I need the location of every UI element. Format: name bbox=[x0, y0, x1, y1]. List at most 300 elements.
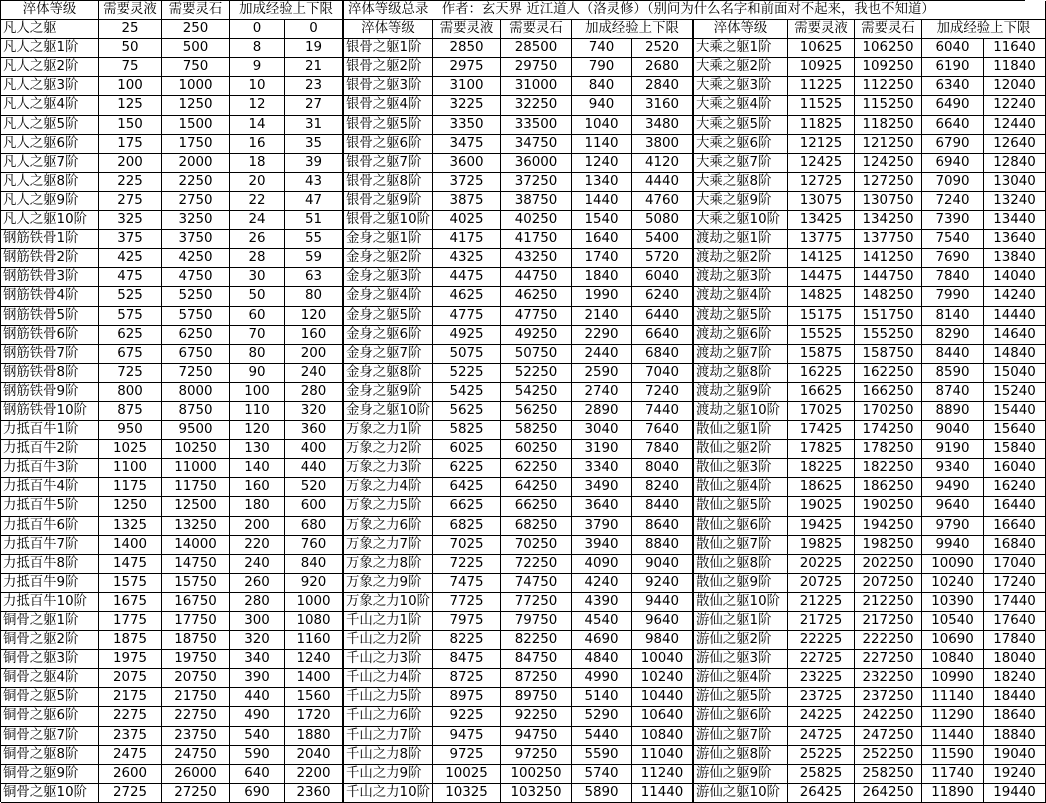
level-name-cell[interactable]: 凡人之躯8阶 bbox=[1, 173, 99, 192]
exp-min-cell[interactable]: 180 bbox=[230, 497, 285, 516]
exp-max-cell[interactable]: 1720 bbox=[285, 707, 344, 726]
exp-max-cell[interactable]: 43 bbox=[285, 173, 344, 192]
level-name-cell[interactable]: 万象之力5阶 bbox=[344, 497, 433, 516]
level-name-cell[interactable]: 力抵百牛7阶 bbox=[1, 536, 99, 555]
exp-min-cell[interactable]: 20 bbox=[230, 173, 285, 192]
liquid-cell[interactable]: 14125 bbox=[788, 249, 855, 268]
stone-cell[interactable]: 5250 bbox=[162, 287, 230, 306]
liquid-cell[interactable]: 7225 bbox=[433, 555, 501, 574]
exp-max-cell[interactable]: 400 bbox=[285, 440, 344, 459]
liquid-cell[interactable]: 1325 bbox=[99, 517, 162, 536]
exp-max-cell[interactable]: 15640 bbox=[984, 421, 1046, 440]
header-liquid-left[interactable]: 需要灵液 bbox=[99, 1, 162, 20]
exp-min-cell[interactable]: 10 bbox=[230, 77, 285, 96]
exp-max-cell[interactable]: 14440 bbox=[984, 307, 1046, 326]
stone-cell[interactable]: 250 bbox=[162, 20, 230, 39]
level-name-cell[interactable]: 大乘之躯9阶 bbox=[694, 192, 788, 211]
exp-max-cell[interactable]: 5080 bbox=[632, 211, 694, 230]
exp-max-cell[interactable]: 13040 bbox=[984, 173, 1046, 192]
stone-cell[interactable]: 19750 bbox=[162, 650, 230, 669]
stone-cell[interactable]: 84750 bbox=[501, 650, 572, 669]
exp-min-cell[interactable]: 24 bbox=[230, 211, 285, 230]
level-name-cell[interactable]: 游仙之躯10阶 bbox=[694, 784, 788, 803]
stone-cell[interactable]: 87250 bbox=[501, 669, 572, 688]
level-name-cell[interactable]: 力抵百牛6阶 bbox=[1, 517, 99, 536]
exp-max-cell[interactable]: 18240 bbox=[984, 669, 1046, 688]
level-name-cell[interactable]: 游仙之躯7阶 bbox=[694, 727, 788, 746]
exp-min-cell[interactable]: 1990 bbox=[572, 287, 632, 306]
exp-min-cell[interactable]: 60 bbox=[230, 307, 285, 326]
liquid-cell[interactable]: 2975 bbox=[433, 58, 501, 77]
liquid-cell[interactable]: 425 bbox=[99, 249, 162, 268]
exp-max-cell[interactable]: 12040 bbox=[984, 77, 1046, 96]
liquid-cell[interactable]: 3100 bbox=[433, 77, 501, 96]
level-name-cell[interactable]: 千山之力9阶 bbox=[344, 765, 433, 784]
level-name-cell[interactable]: 钢筋铁骨2阶 bbox=[1, 249, 99, 268]
exp-min-cell[interactable]: 120 bbox=[230, 421, 285, 440]
level-name-cell[interactable]: 银骨之躯7阶 bbox=[344, 154, 433, 173]
stone-cell[interactable]: 92250 bbox=[501, 707, 572, 726]
level-name-cell[interactable]: 钢筋铁骨1阶 bbox=[1, 230, 99, 249]
liquid-cell[interactable]: 13425 bbox=[788, 211, 855, 230]
liquid-cell[interactable]: 19025 bbox=[788, 497, 855, 516]
exp-max-cell[interactable]: 18040 bbox=[984, 650, 1046, 669]
exp-min-cell[interactable]: 280 bbox=[230, 593, 285, 612]
exp-max-cell[interactable]: 13240 bbox=[984, 192, 1046, 211]
stone-cell[interactable]: 100250 bbox=[501, 765, 572, 784]
stone-cell[interactable]: 15750 bbox=[162, 574, 230, 593]
exp-min-cell[interactable]: 690 bbox=[230, 784, 285, 803]
exp-min-cell[interactable]: 1540 bbox=[572, 211, 632, 230]
liquid-cell[interactable]: 1775 bbox=[99, 612, 162, 631]
exp-max-cell[interactable]: 840 bbox=[285, 555, 344, 574]
exp-max-cell[interactable]: 18440 bbox=[984, 688, 1046, 707]
exp-max-cell[interactable]: 19040 bbox=[984, 746, 1046, 765]
exp-min-cell[interactable]: 2440 bbox=[572, 345, 632, 364]
level-name-cell[interactable]: 万象之力2阶 bbox=[344, 440, 433, 459]
stone-cell[interactable]: 94750 bbox=[501, 727, 572, 746]
level-name-cell[interactable]: 凡人之躯6阶 bbox=[1, 135, 99, 154]
exp-max-cell[interactable]: 2200 bbox=[285, 765, 344, 784]
stone-cell[interactable]: 70250 bbox=[501, 536, 572, 555]
level-name-cell[interactable]: 凡人之躯5阶 bbox=[1, 116, 99, 135]
level-name-cell[interactable]: 散仙之躯8阶 bbox=[694, 555, 788, 574]
exp-max-cell[interactable]: 51 bbox=[285, 211, 344, 230]
exp-min-cell[interactable]: 18 bbox=[230, 154, 285, 173]
level-name-cell[interactable]: 力抵百牛10阶 bbox=[1, 593, 99, 612]
stone-cell[interactable]: 21750 bbox=[162, 688, 230, 707]
exp-max-cell[interactable]: 8640 bbox=[632, 517, 694, 536]
liquid-cell[interactable]: 25225 bbox=[788, 746, 855, 765]
exp-max-cell[interactable]: 6240 bbox=[632, 287, 694, 306]
stone-cell[interactable]: 148250 bbox=[855, 287, 922, 306]
exp-max-cell[interactable]: 16240 bbox=[984, 478, 1046, 497]
exp-min-cell[interactable]: 4840 bbox=[572, 650, 632, 669]
header-liquid-mid[interactable]: 需要灵液 bbox=[433, 20, 501, 39]
liquid-cell[interactable]: 6025 bbox=[433, 440, 501, 459]
exp-max-cell[interactable]: 3160 bbox=[632, 96, 694, 115]
stone-cell[interactable]: 10250 bbox=[162, 440, 230, 459]
level-name-cell[interactable]: 银骨之躯3阶 bbox=[344, 77, 433, 96]
exp-max-cell[interactable]: 2680 bbox=[632, 58, 694, 77]
level-name-cell[interactable]: 大乘之躯5阶 bbox=[694, 116, 788, 135]
level-name-cell[interactable]: 钢筋铁骨10阶 bbox=[1, 402, 99, 421]
liquid-cell[interactable]: 20725 bbox=[788, 574, 855, 593]
stone-cell[interactable]: 212250 bbox=[855, 593, 922, 612]
exp-min-cell[interactable]: 320 bbox=[230, 631, 285, 650]
exp-max-cell[interactable]: 18840 bbox=[984, 727, 1046, 746]
exp-max-cell[interactable]: 7840 bbox=[632, 440, 694, 459]
level-name-cell[interactable]: 散仙之躯9阶 bbox=[694, 574, 788, 593]
exp-min-cell[interactable]: 100 bbox=[230, 383, 285, 402]
level-name-cell[interactable]: 渡劫之躯3阶 bbox=[694, 268, 788, 287]
level-name-cell[interactable]: 凡人之躯7阶 bbox=[1, 154, 99, 173]
level-name-cell[interactable]: 铜骨之躯2阶 bbox=[1, 631, 99, 650]
exp-min-cell[interactable]: 3340 bbox=[572, 459, 632, 478]
stone-cell[interactable]: 72250 bbox=[501, 555, 572, 574]
stone-cell[interactable]: 64250 bbox=[501, 478, 572, 497]
stone-cell[interactable]: 6250 bbox=[162, 326, 230, 345]
exp-max-cell[interactable]: 1000 bbox=[285, 593, 344, 612]
exp-max-cell[interactable]: 0 bbox=[285, 20, 344, 39]
exp-min-cell[interactable]: 740 bbox=[572, 39, 632, 58]
exp-min-cell[interactable]: 4990 bbox=[572, 669, 632, 688]
exp-max-cell[interactable]: 9040 bbox=[632, 555, 694, 574]
exp-max-cell[interactable]: 4440 bbox=[632, 173, 694, 192]
liquid-cell[interactable]: 2475 bbox=[99, 746, 162, 765]
level-name-cell[interactable]: 力抵百牛5阶 bbox=[1, 497, 99, 516]
stone-cell[interactable]: 23750 bbox=[162, 727, 230, 746]
exp-max-cell[interactable]: 11240 bbox=[632, 765, 694, 784]
level-name-cell[interactable]: 钢筋铁骨8阶 bbox=[1, 364, 99, 383]
level-name-cell[interactable]: 万象之力8阶 bbox=[344, 555, 433, 574]
stone-cell[interactable]: 190250 bbox=[855, 497, 922, 516]
exp-min-cell[interactable]: 1140 bbox=[572, 135, 632, 154]
level-name-cell[interactable]: 铜骨之躯8阶 bbox=[1, 746, 99, 765]
liquid-cell[interactable]: 800 bbox=[99, 383, 162, 402]
level-name-cell[interactable]: 钢筋铁骨4阶 bbox=[1, 287, 99, 306]
liquid-cell[interactable]: 6425 bbox=[433, 478, 501, 497]
level-name-cell[interactable]: 金身之躯2阶 bbox=[344, 249, 433, 268]
liquid-cell[interactable]: 3725 bbox=[433, 173, 501, 192]
exp-min-cell[interactable]: 7390 bbox=[922, 211, 984, 230]
stone-cell[interactable]: 8750 bbox=[162, 402, 230, 421]
exp-min-cell[interactable]: 4690 bbox=[572, 631, 632, 650]
stone-cell[interactable]: 32250 bbox=[501, 96, 572, 115]
level-name-cell[interactable]: 铜骨之躯3阶 bbox=[1, 650, 99, 669]
stone-cell[interactable]: 22750 bbox=[162, 707, 230, 726]
stone-cell[interactable]: 7250 bbox=[162, 364, 230, 383]
exp-min-cell[interactable]: 2590 bbox=[572, 364, 632, 383]
exp-min-cell[interactable]: 0 bbox=[230, 20, 285, 39]
liquid-cell[interactable]: 5225 bbox=[433, 364, 501, 383]
stone-cell[interactable]: 141250 bbox=[855, 249, 922, 268]
exp-min-cell[interactable]: 11140 bbox=[922, 688, 984, 707]
exp-max-cell[interactable]: 520 bbox=[285, 478, 344, 497]
level-name-cell[interactable]: 钢筋铁骨7阶 bbox=[1, 345, 99, 364]
level-name-cell[interactable]: 铜骨之躯4阶 bbox=[1, 669, 99, 688]
exp-max-cell[interactable]: 27 bbox=[285, 96, 344, 115]
stone-cell[interactable]: 6750 bbox=[162, 345, 230, 364]
exp-max-cell[interactable]: 16640 bbox=[984, 517, 1046, 536]
liquid-cell[interactable]: 10325 bbox=[433, 784, 501, 803]
liquid-cell[interactable]: 17025 bbox=[788, 402, 855, 421]
liquid-cell[interactable]: 1975 bbox=[99, 650, 162, 669]
stone-cell[interactable]: 43250 bbox=[501, 249, 572, 268]
stone-cell[interactable]: 79750 bbox=[501, 612, 572, 631]
level-name-cell[interactable]: 大乘之躯10阶 bbox=[694, 211, 788, 230]
exp-max-cell[interactable]: 12640 bbox=[984, 135, 1046, 154]
exp-min-cell[interactable]: 540 bbox=[230, 727, 285, 746]
exp-min-cell[interactable]: 6940 bbox=[922, 154, 984, 173]
liquid-cell[interactable]: 19825 bbox=[788, 536, 855, 555]
liquid-cell[interactable]: 11825 bbox=[788, 116, 855, 135]
liquid-cell[interactable]: 20225 bbox=[788, 555, 855, 574]
exp-min-cell[interactable]: 9640 bbox=[922, 497, 984, 516]
stone-cell[interactable]: 16750 bbox=[162, 593, 230, 612]
liquid-cell[interactable]: 10625 bbox=[788, 39, 855, 58]
liquid-cell[interactable]: 5825 bbox=[433, 421, 501, 440]
level-name-cell[interactable]: 力抵百牛8阶 bbox=[1, 555, 99, 574]
level-name-cell[interactable]: 力抵百牛4阶 bbox=[1, 478, 99, 497]
stone-cell[interactable]: 182250 bbox=[855, 459, 922, 478]
level-name-cell[interactable]: 大乘之躯1阶 bbox=[694, 39, 788, 58]
level-name-cell[interactable]: 万象之力10阶 bbox=[344, 593, 433, 612]
level-name-cell[interactable]: 钢筋铁骨6阶 bbox=[1, 326, 99, 345]
exp-max-cell[interactable]: 1080 bbox=[285, 612, 344, 631]
liquid-cell[interactable]: 2075 bbox=[99, 669, 162, 688]
level-name-cell[interactable]: 凡人之躯1阶 bbox=[1, 39, 99, 58]
stone-cell[interactable]: 4750 bbox=[162, 268, 230, 287]
exp-min-cell[interactable]: 30 bbox=[230, 268, 285, 287]
stone-cell[interactable]: 170250 bbox=[855, 402, 922, 421]
level-name-cell[interactable]: 铜骨之躯6阶 bbox=[1, 707, 99, 726]
stone-cell[interactable]: 46250 bbox=[501, 287, 572, 306]
exp-max-cell[interactable]: 4760 bbox=[632, 192, 694, 211]
level-name-cell[interactable]: 游仙之躯9阶 bbox=[694, 765, 788, 784]
exp-max-cell[interactable]: 16440 bbox=[984, 497, 1046, 516]
liquid-cell[interactable]: 575 bbox=[99, 307, 162, 326]
level-name-cell[interactable]: 千山之力5阶 bbox=[344, 688, 433, 707]
stone-cell[interactable]: 38750 bbox=[501, 192, 572, 211]
level-name-cell[interactable]: 千山之力8阶 bbox=[344, 746, 433, 765]
stone-cell[interactable]: 9500 bbox=[162, 421, 230, 440]
exp-min-cell[interactable]: 10990 bbox=[922, 669, 984, 688]
level-name-cell[interactable]: 力抵百牛1阶 bbox=[1, 421, 99, 440]
exp-min-cell[interactable]: 8440 bbox=[922, 345, 984, 364]
liquid-cell[interactable]: 175 bbox=[99, 135, 162, 154]
liquid-cell[interactable]: 13775 bbox=[788, 230, 855, 249]
exp-max-cell[interactable]: 17040 bbox=[984, 555, 1046, 574]
level-name-cell[interactable]: 力抵百牛9阶 bbox=[1, 574, 99, 593]
stone-cell[interactable]: 158750 bbox=[855, 345, 922, 364]
liquid-cell[interactable]: 325 bbox=[99, 211, 162, 230]
level-name-cell[interactable]: 渡劫之躯7阶 bbox=[694, 345, 788, 364]
exp-min-cell[interactable]: 14 bbox=[230, 116, 285, 135]
stone-cell[interactable]: 66250 bbox=[501, 497, 572, 516]
exp-max-cell[interactable]: 8840 bbox=[632, 536, 694, 555]
stone-cell[interactable]: 52250 bbox=[501, 364, 572, 383]
stone-cell[interactable]: 27250 bbox=[162, 784, 230, 803]
stone-cell[interactable]: 26000 bbox=[162, 765, 230, 784]
stone-cell[interactable]: 5750 bbox=[162, 307, 230, 326]
exp-max-cell[interactable]: 19240 bbox=[984, 765, 1046, 784]
exp-min-cell[interactable]: 4240 bbox=[572, 574, 632, 593]
exp-max-cell[interactable]: 3800 bbox=[632, 135, 694, 154]
level-name-cell[interactable]: 渡劫之躯1阶 bbox=[694, 230, 788, 249]
exp-min-cell[interactable]: 5740 bbox=[572, 765, 632, 784]
exp-max-cell[interactable]: 160 bbox=[285, 326, 344, 345]
exp-max-cell[interactable]: 13640 bbox=[984, 230, 1046, 249]
exp-min-cell[interactable]: 2740 bbox=[572, 383, 632, 402]
stone-cell[interactable]: 13250 bbox=[162, 517, 230, 536]
exp-min-cell[interactable]: 11590 bbox=[922, 746, 984, 765]
exp-min-cell[interactable]: 6340 bbox=[922, 77, 984, 96]
header-stone-right[interactable]: 需要灵石 bbox=[855, 20, 922, 39]
exp-min-cell[interactable]: 11290 bbox=[922, 707, 984, 726]
exp-min-cell[interactable]: 5890 bbox=[572, 784, 632, 803]
exp-min-cell[interactable]: 5590 bbox=[572, 746, 632, 765]
stone-cell[interactable]: 14750 bbox=[162, 555, 230, 574]
liquid-cell[interactable]: 9475 bbox=[433, 727, 501, 746]
liquid-cell[interactable]: 15525 bbox=[788, 326, 855, 345]
exp-max-cell[interactable]: 240 bbox=[285, 364, 344, 383]
exp-max-cell[interactable]: 23 bbox=[285, 77, 344, 96]
exp-max-cell[interactable]: 17440 bbox=[984, 593, 1046, 612]
liquid-cell[interactable]: 150 bbox=[99, 116, 162, 135]
exp-min-cell[interactable]: 1040 bbox=[572, 116, 632, 135]
exp-min-cell[interactable]: 1840 bbox=[572, 268, 632, 287]
liquid-cell[interactable]: 8975 bbox=[433, 688, 501, 707]
exp-max-cell[interactable]: 5400 bbox=[632, 230, 694, 249]
exp-min-cell[interactable]: 640 bbox=[230, 765, 285, 784]
exp-min-cell[interactable]: 240 bbox=[230, 555, 285, 574]
liquid-cell[interactable]: 15175 bbox=[788, 307, 855, 326]
level-name-cell[interactable]: 万象之力3阶 bbox=[344, 459, 433, 478]
liquid-cell[interactable]: 1400 bbox=[99, 536, 162, 555]
exp-max-cell[interactable]: 2040 bbox=[285, 746, 344, 765]
exp-max-cell[interactable]: 9240 bbox=[632, 574, 694, 593]
stone-cell[interactable]: 54250 bbox=[501, 383, 572, 402]
level-name-cell[interactable]: 金身之躯5阶 bbox=[344, 307, 433, 326]
exp-max-cell[interactable]: 55 bbox=[285, 230, 344, 249]
exp-min-cell[interactable]: 260 bbox=[230, 574, 285, 593]
stone-cell[interactable]: 2000 bbox=[162, 154, 230, 173]
level-name-cell[interactable]: 千山之力3阶 bbox=[344, 650, 433, 669]
level-name-cell[interactable]: 渡劫之躯4阶 bbox=[694, 287, 788, 306]
exp-min-cell[interactable]: 590 bbox=[230, 746, 285, 765]
level-name-cell[interactable]: 力抵百牛3阶 bbox=[1, 459, 99, 478]
exp-max-cell[interactable]: 10440 bbox=[632, 688, 694, 707]
level-name-cell[interactable]: 千山之力1阶 bbox=[344, 612, 433, 631]
liquid-cell[interactable]: 3350 bbox=[433, 116, 501, 135]
exp-max-cell[interactable]: 12840 bbox=[984, 154, 1046, 173]
stone-cell[interactable]: 8000 bbox=[162, 383, 230, 402]
exp-min-cell[interactable]: 140 bbox=[230, 459, 285, 478]
liquid-cell[interactable]: 4325 bbox=[433, 249, 501, 268]
exp-max-cell[interactable]: 120 bbox=[285, 307, 344, 326]
level-name-cell[interactable]: 铜骨之躯5阶 bbox=[1, 688, 99, 707]
exp-max-cell[interactable]: 2840 bbox=[632, 77, 694, 96]
level-name-cell[interactable]: 渡劫之躯5阶 bbox=[694, 307, 788, 326]
level-name-cell[interactable]: 渡劫之躯9阶 bbox=[694, 383, 788, 402]
level-name-cell[interactable]: 散仙之躯10阶 bbox=[694, 593, 788, 612]
exp-min-cell[interactable]: 16 bbox=[230, 135, 285, 154]
exp-max-cell[interactable]: 7040 bbox=[632, 364, 694, 383]
stone-cell[interactable]: 186250 bbox=[855, 478, 922, 497]
level-name-cell[interactable]: 万象之力6阶 bbox=[344, 517, 433, 536]
level-name-cell[interactable]: 力抵百牛2阶 bbox=[1, 440, 99, 459]
stone-cell[interactable]: 74750 bbox=[501, 574, 572, 593]
exp-min-cell[interactable]: 22 bbox=[230, 192, 285, 211]
exp-min-cell[interactable]: 2890 bbox=[572, 402, 632, 421]
liquid-cell[interactable]: 22725 bbox=[788, 650, 855, 669]
exp-max-cell[interactable]: 600 bbox=[285, 497, 344, 516]
liquid-cell[interactable]: 12425 bbox=[788, 154, 855, 173]
exp-min-cell[interactable]: 9490 bbox=[922, 478, 984, 497]
stone-cell[interactable]: 40250 bbox=[501, 211, 572, 230]
exp-min-cell[interactable]: 940 bbox=[572, 96, 632, 115]
liquid-cell[interactable]: 2725 bbox=[99, 784, 162, 803]
exp-min-cell[interactable]: 80 bbox=[230, 345, 285, 364]
stone-cell[interactable]: 1250 bbox=[162, 96, 230, 115]
exp-min-cell[interactable]: 11440 bbox=[922, 727, 984, 746]
liquid-cell[interactable]: 10025 bbox=[433, 765, 501, 784]
exp-min-cell[interactable]: 130 bbox=[230, 440, 285, 459]
stone-cell[interactable]: 198250 bbox=[855, 536, 922, 555]
exp-max-cell[interactable]: 63 bbox=[285, 268, 344, 287]
liquid-cell[interactable]: 24725 bbox=[788, 727, 855, 746]
liquid-cell[interactable]: 17425 bbox=[788, 421, 855, 440]
stone-cell[interactable]: 124250 bbox=[855, 154, 922, 173]
header-level-right[interactable]: 淬体等级 bbox=[694, 20, 788, 39]
liquid-cell[interactable]: 6625 bbox=[433, 497, 501, 516]
stone-cell[interactable]: 97250 bbox=[501, 746, 572, 765]
exp-min-cell[interactable]: 840 bbox=[572, 77, 632, 96]
exp-max-cell[interactable]: 19 bbox=[285, 39, 344, 58]
liquid-cell[interactable]: 22225 bbox=[788, 631, 855, 650]
stone-cell[interactable]: 151750 bbox=[855, 307, 922, 326]
exp-max-cell[interactable]: 760 bbox=[285, 536, 344, 555]
exp-min-cell[interactable]: 4090 bbox=[572, 555, 632, 574]
stone-cell[interactable]: 106250 bbox=[855, 39, 922, 58]
exp-max-cell[interactable]: 680 bbox=[285, 517, 344, 536]
exp-min-cell[interactable]: 220 bbox=[230, 536, 285, 555]
exp-min-cell[interactable]: 2290 bbox=[572, 326, 632, 345]
liquid-cell[interactable]: 3475 bbox=[433, 135, 501, 154]
header-stone-left[interactable]: 需要灵石 bbox=[162, 1, 230, 20]
stone-cell[interactable]: 103250 bbox=[501, 784, 572, 803]
exp-min-cell[interactable]: 7540 bbox=[922, 230, 984, 249]
stone-cell[interactable]: 12500 bbox=[162, 497, 230, 516]
liquid-cell[interactable]: 8475 bbox=[433, 650, 501, 669]
liquid-cell[interactable]: 15875 bbox=[788, 345, 855, 364]
liquid-cell[interactable]: 26425 bbox=[788, 784, 855, 803]
level-name-cell[interactable]: 渡劫之躯2阶 bbox=[694, 249, 788, 268]
level-name-cell[interactable]: 金身之躯9阶 bbox=[344, 383, 433, 402]
stone-cell[interactable]: 1750 bbox=[162, 135, 230, 154]
stone-cell[interactable]: 89750 bbox=[501, 688, 572, 707]
exp-max-cell[interactable]: 8040 bbox=[632, 459, 694, 478]
banner-title[interactable]: 淬体等级总录 作者：玄天界 近江道人（洛灵修）（别问为什么名字和前面对不起来，我也不知道） bbox=[344, 1, 1046, 20]
stone-cell[interactable]: 2750 bbox=[162, 192, 230, 211]
exp-max-cell[interactable]: 10240 bbox=[632, 669, 694, 688]
liquid-cell[interactable]: 75 bbox=[99, 58, 162, 77]
liquid-cell[interactable]: 225 bbox=[99, 173, 162, 192]
stone-cell[interactable]: 222250 bbox=[855, 631, 922, 650]
stone-cell[interactable]: 56250 bbox=[501, 402, 572, 421]
level-name-cell[interactable]: 凡人之躯4阶 bbox=[1, 96, 99, 115]
